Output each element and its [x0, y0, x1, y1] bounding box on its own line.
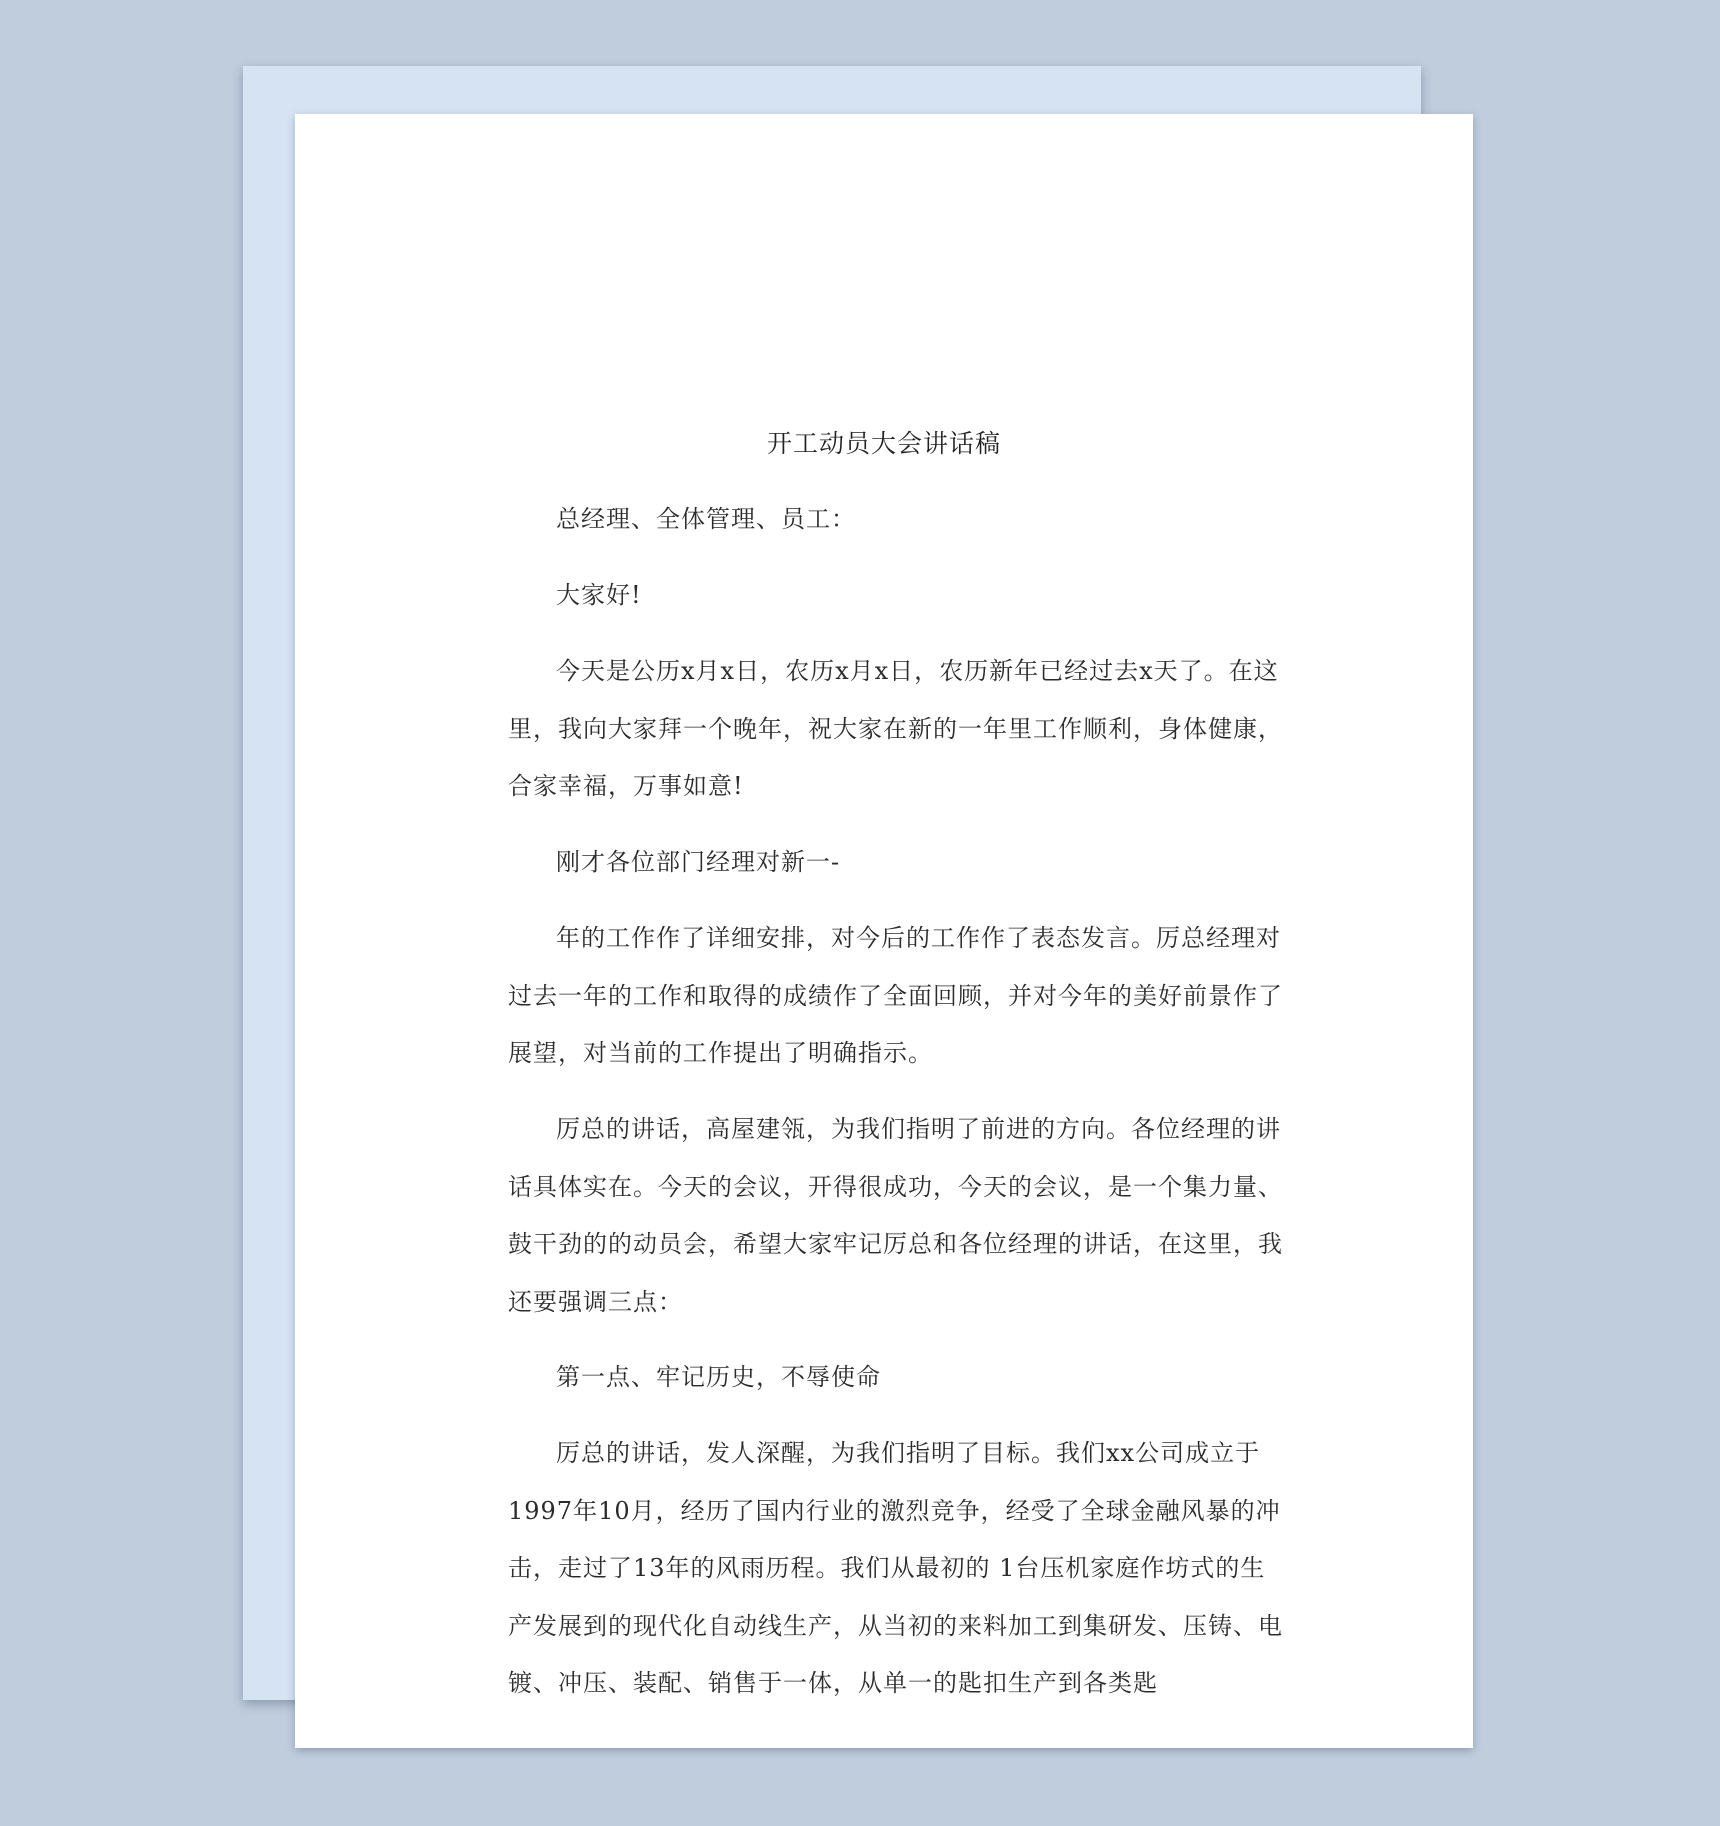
- paragraph-greeting: 大家好!: [556, 581, 642, 609]
- paragraph-managers-intro: 刚才各位部门经理对新一-: [556, 848, 841, 876]
- document-page: [295, 114, 1473, 1748]
- paragraph-work-arrangement: 年的工作作了详细安排，对今后的工作作了表态发言。厉总经理对过去一年的工作和取得的成绩作了全面回顾，并对今年的美好前景作了展望，对当前的工作提出了明确指示。: [508, 924, 1283, 1067]
- paragraph-point-one-heading: 第一点、牢记历史，不辱使命: [556, 1363, 881, 1391]
- document-title: 开工动员大会讲话稿: [766, 429, 1001, 458]
- paragraph-speech-summary: 厉总的讲话，高屋建瓴，为我们指明了前进的方向。各位经理的讲话具体实在。今天的会议，开得很成功，今天的会议，是一个集力量、鼓干劲的的动员会，希望大家牢记厉总和各位经理的讲话，在这里，我还要强调三点：: [508, 1115, 1283, 1316]
- paragraph-new-year-wishes: 今天是公历x月x日，农历x月x日，农历新年已经过去x天了。在这里，我向大家拜一个晚年，祝大家在新的一年里工作顺利，身体健康，合家幸福，万事如意!: [508, 657, 1283, 800]
- paragraph-company-history: 厉总的讲话，发人深醒，为我们指明了目标。我们xx公司成立于1997年10月，经历了国内行业的激烈竞争，经受了全球金融风暴的冲击，走过了13年的风雨历程。我们从最初的 1台压机家庭作坊式的生产发展到的现代化自动线生产，从当初的来料加工到集研发、压铸、电镀、冲压、装配、销售于一体，从单一的匙扣生产到各类匙: [508, 1439, 1283, 1697]
- paragraph-salutation: 总经理、全体管理、员工：: [556, 505, 856, 533]
